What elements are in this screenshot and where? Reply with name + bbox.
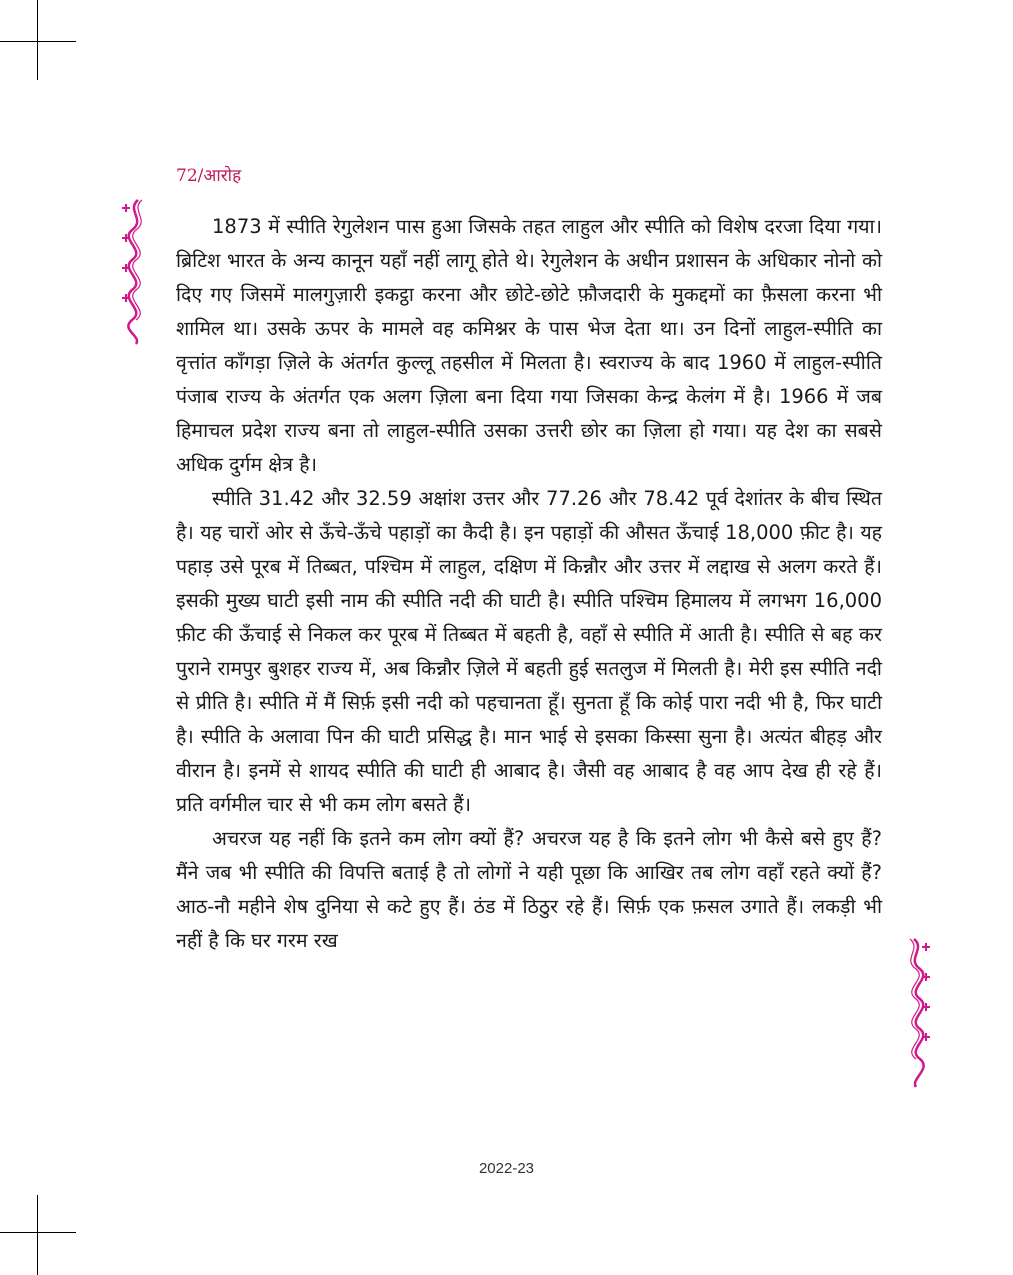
crop-mark (37, 0, 38, 80)
paragraph: स्पीति 31.42 और 32.59 अक्षांश उत्तर और 77.26 और 78.42 पूर्व देशांतर के बीच स्थित है। यह चारों ओर से ऊँचे-ऊँचे पहाड़ों का कैदी है। इन पहाड़ों की औसत ऊँचाई 18,000 फ़ीट है। यह पहाड़ उसे पूरब में तिब्बत, पश्चिम में लाहुल, दक्षिण में किन्नौर और उत्तर में लद्दाख से अलग करते हैं। इसकी मुख्य घाटी इसी नाम की स्पीति नदी की घाटी है। स्पीति पश्चिम हिमालय में लगभग 16,000 फ़ीट की ऊँचाई से निकल कर पूरब में तिब्बत में बहती है, वहाँ से स्पीति में आती है। स्पीति से बह कर पुराने रामपुर बुशहर राज्य में, अब किन्नौर ज़िले में बहती हुई सतलुज में मिलती है। मेरी इस स्पीति नदी से प्रीति है। स्पीति में मैं सिर्फ़ इसी नदी को पहचानता हूँ। सुनता हूँ कि कोई पारा नदी भी है, फिर घाटी है। स्पीति के अलावा पिन की घाटी प्रसिद्ध है। मान भाई से इसका किस्सा सुना है। अत्यंत बीहड़ और वीरान है। इनमें से शायद स्पीति की घाटी ही आबाद है। जैसी वह आबाद है वह आप देख ही रहे हैं। प्रति वर्गमील चार से भी कम लोग बसते हैं। (176, 487, 882, 816)
body-text (176, 210, 882, 958)
crop-mark (0, 1232, 76, 1233)
crop-mark (0, 41, 76, 42)
page-footer-year: 2022-23 (478, 1160, 535, 1177)
decorative-border-icon (116, 196, 152, 346)
paragraph: 1873 में स्पीति रेगुलेशन पास हुआ जिसके तहत लाहुल और स्पीति को विशेष दरजा दिया गया। ब्रिटिश भारत के अन्य कानून यहाँ नहीं लागू होते थे। रेगुलेशन के अधीन प्रशासन के अधिकार नोनो को दिए गए जिसमें मालगुज़ारी इकट्ठा करना और छोटे-छोटे फ़ौजदारी के मुकद्दमों का फ़ैसला करना भी शामिल था। उसके ऊपर के मामले वह कमिश्नर के पास भेज देता था। उन दिनों लाहुल-स्पीति का वृत्तांत काँगड़ा ज़िले के अंतर्गत कुल्लू तहसील में मिलता है। स्वराज्य के बाद 1960 में लाहुल-स्पीति पंजाब राज्य के अंतर्गत एक अलग ज़िला बना दिया गया जिसका केन्द्र केलंग में है। 1966 में जब हिमाचल प्रदेश राज्य बना तो लाहुल-स्पीति उसका उत्तरी छोर का ज़िला हो गया। यह देश का सबसे अधिक दुर्गम क्षेत्र है। (176, 215, 882, 476)
decorative-border-icon (900, 935, 936, 1090)
paragraph: अचरज यह नहीं कि इतने कम लोग क्यों हैं? अचरज यह है कि इतने लोग भी कैसे बसे हुए हैं? मैंने जब भी स्पीति की विपत्ति बताई है तो लोगों ने यही पूछा कि आखिर तब लोग वहाँ रहते क्यों हैं? आठ-नौ महीने शेष दुनिया से कटे हुए हैं। ठंड में ठिठुर रहे हैं। सिर्फ़ एक फ़सल उगाते हैं। लकड़ी भी नहीं है कि घर गरम रख (176, 827, 882, 952)
page-header: 72/आरोह (176, 166, 242, 186)
crop-mark (37, 1195, 38, 1275)
